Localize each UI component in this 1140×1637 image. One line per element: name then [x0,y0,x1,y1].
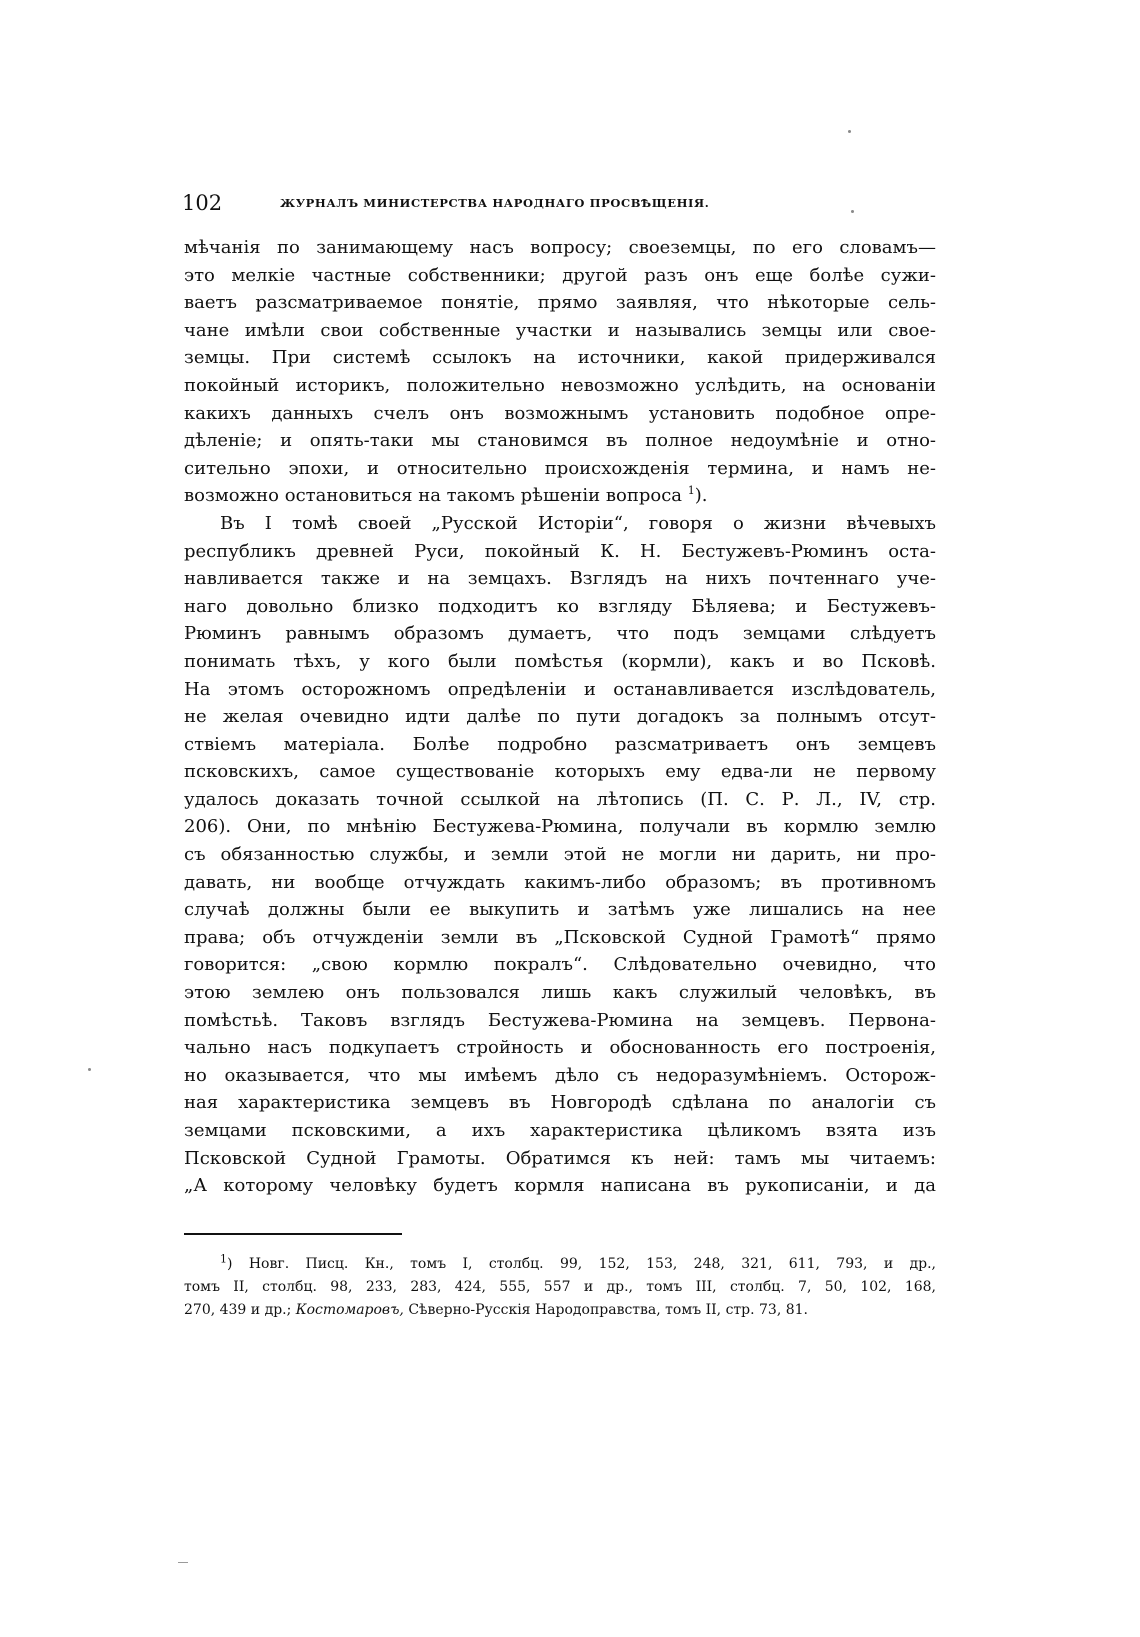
text-line: ваетъ разсматриваемое понятіе, прямо заявляя, что нѣкоторые сель- [184,292,936,314]
main-text [184,234,936,1200]
text-line: давать, ни вообще отчуждать какимъ-либо образомъ; въ противномъ [184,871,936,893]
text-line: чально насъ подкупаетъ стройность и обоснованность его построенія, [184,1037,936,1059]
footnote-reference-suffix: ). [694,485,708,507]
text-line: этою землею онъ пользовался лишь какъ служилый человѣкъ, въ [184,982,936,1004]
text-line: помѣстьѣ. Таковъ взглядъ Бестужева-Рюмина на земцевъ. Первона- [184,1009,936,1031]
footnote-reference[interactable]: 1 [687,484,695,498]
page-header [182,191,807,221]
text-line: покойный историкъ, положительно невозможно услѣдить, на основаніи [184,374,936,396]
text-line: понимать тѣхъ, у кого были помѣстья (кормли), какъ и во Псковѣ. [184,650,936,672]
text-line-with-footnote [184,482,936,510]
footnotes [184,1253,936,1322]
text-line: На этомъ осторожномъ опредѣленіи и останавливается изслѣдователь, [184,678,936,700]
text-line: права; объ отчужденіи земли въ „Псковской Судной Грамотѣ“ прямо [184,926,936,948]
text-line: земцами псковскими, а ихъ характеристика цѣликомъ взята изъ [184,1120,936,1141]
text-line: земцы. При системѣ ссылокъ на источники, какой придерживался [184,347,936,369]
paragraph-first-line: Въ I томѣ своей „Русской Исторіи“, говоря о жизни вѣчевыхъ [220,512,936,534]
text-line: ствіемъ матеріала. Болѣе подробно разсматриваетъ онъ земцевъ [184,733,936,755]
text-line: дѣленіе; и опять-таки мы становимся въ полное недоумѣніе и отно- [184,430,936,452]
footnote-text: 270, 439 и др.; [184,1302,292,1318]
text-line: навливается также и на земцахъ. Взглядъ на нихъ почтеннаго уче- [184,568,936,590]
text-line: Рюминъ равнымъ образомъ думаетъ, что подъ земцами слѣдуетъ [184,623,936,645]
footnote-text: Новг. Писц. Кн., томъ I, столбц. 99, 152, 153, 248, 321, 611, 793, и др., [248,1256,937,1272]
text-line: Псковской Судной Грамоты. Обратимся къ ней: тамъ мы читаемъ: [184,1147,936,1169]
page-number: 102 [182,191,223,215]
text-line: чане имѣли свои собственные участки и назывались земцы или свое- [184,319,936,341]
text-line: наго довольно близко подходитъ ко взгляду Бѣляева; и Бестужевъ- [184,595,936,617]
footnote-marker: 1 [220,1252,227,1266]
text-line: удалось доказать точной ссылкой на лѣтопись (П. С. Р. Л., IV, стр. [184,788,936,810]
text-line-content: возможно остановиться на такомъ рѣшеніи вопроса [184,485,683,507]
text-line: это мелкіе частные собственники; другой разъ онъ еще болѣе сужи- [184,264,936,286]
text-line: сительно эпохи, и относительно происхожденія термина, и намъ не- [184,457,936,479]
running-title: ЖУРНАЛЪ МИНИСТЕРСТВА НАРОДНАГО ПРОСВѢЩЕНІЯ. [280,196,710,210]
text-line: но оказывается, что мы имѣемъ дѣло съ недоразумѣніемъ. Осторож- [184,1064,936,1086]
text-line: ная характеристика земцевъ въ Новгородѣ сдѣлана по аналогіи съ [184,1092,936,1114]
text-line: съ обязанностью службы, и земли этой не могли ни дарить, ни про- [184,844,936,866]
scan-mark [178,1562,188,1563]
footnote-line [184,1253,936,1276]
text-line: мѣчанія по занимающему насъ вопросу; своеземцы, по его словамъ— [184,237,936,258]
scan-speck [848,130,851,133]
text-line: случаѣ должны были ее выкупить и затѣмъ уже лишались на нее [184,899,936,921]
scan-speck [88,1068,91,1071]
footnote-line [184,1299,936,1322]
footnote-text: Сѣверно-Русскія Народоправства, томъ II, стр. 73, 81. [408,1302,808,1318]
text-line: говорится: „свою кормлю покралъ“. Слѣдовательно очевидно, что [184,954,936,976]
footnote-separator [184,1233,402,1235]
footnote-marker-suffix: ) [227,1256,233,1272]
text-line: „А которому человѣку будетъ кормля написана въ рукописаніи, и да [184,1175,936,1197]
scan-speck [851,210,854,213]
text-line: не желая очевидно идти далѣе по пути догадокъ за полнымъ отсут- [184,706,936,728]
text-line: республикъ древней Руси, покойный К. Н. Бестужевъ-Рюминъ оста- [184,540,936,562]
text-line: какихъ данныхъ счелъ онъ возможнымъ установить подобное опре- [184,402,936,424]
text-line: 206). Они, по мнѣнію Бестужева-Рюмина, получали въ кормлю землю [184,816,936,838]
text-line: псковскихъ, самое существованіе которыхъ ему едва-ли не первому [184,761,936,783]
footnote-author: Костомаровъ, [295,1302,404,1318]
footnote-line: томъ II, столбц. 98, 233, 283, 424, 555, 557 и др., томъ III, столбц. 7, 50, 102, 168, [184,1279,936,1295]
